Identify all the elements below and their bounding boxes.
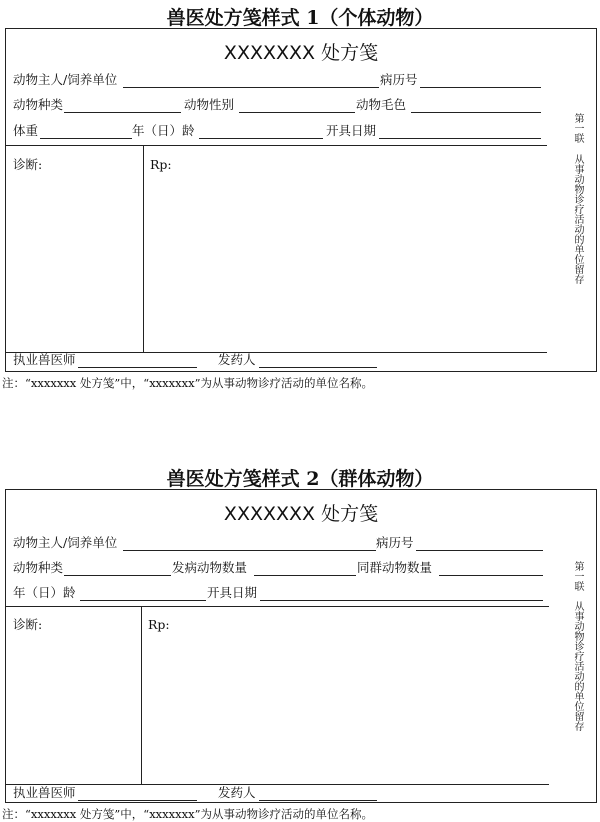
- form1-species-label: 动物种类: [13, 97, 64, 112]
- form1-owner-label: 动物主人/饲养单位: [13, 72, 118, 87]
- form2-age-label: 年（日）龄: [13, 585, 76, 600]
- form2-species-label: 动物种类: [13, 560, 64, 575]
- form1-dispenser-label: 发药人: [218, 352, 256, 367]
- form1-age-label: 年（日）龄: [132, 123, 195, 138]
- form2-herd-count-field[interactable]: [439, 575, 543, 576]
- form1-coat-field[interactable]: [411, 112, 541, 113]
- form2-species-field[interactable]: [64, 575, 171, 576]
- form1-weight-label: 体重: [13, 123, 39, 138]
- form1-record-field[interactable]: [420, 87, 541, 88]
- form1-title: XXXXXXX 处方笺: [223, 42, 379, 64]
- form2-vet-label: 执业兽医师: [13, 785, 76, 800]
- form1-date-field[interactable]: [379, 138, 541, 139]
- form1-vet-label: 执业兽医师: [13, 352, 76, 367]
- form1-copy-number: 第一联: [572, 113, 583, 143]
- form1-coat-label: 动物毛色: [356, 97, 407, 112]
- form2-copy-description: 从事动物诊疗活动的单位留存: [572, 601, 583, 731]
- form1-dispenser-field[interactable]: [259, 367, 377, 368]
- form1-frame: [5, 28, 597, 372]
- form1-diagnosis-area[interactable]: [8, 175, 140, 349]
- form2-owner-label: 动物主人/饲养单位: [13, 535, 118, 550]
- form2-sick-count-field[interactable]: [254, 575, 356, 576]
- form2-vet-field[interactable]: [78, 800, 197, 801]
- form1-heading: 兽医处方笺样式 1（个体动物）: [166, 7, 434, 29]
- form1-weight-field[interactable]: [40, 138, 132, 139]
- form2-sick-count-label: 发病动物数量: [172, 560, 248, 575]
- form2-age-field[interactable]: [80, 600, 206, 601]
- form2-frame: [5, 489, 597, 803]
- form1-body-top-rule: [6, 145, 547, 146]
- form2-diagnosis-label: 诊断:: [13, 617, 43, 632]
- form1-owner-field[interactable]: [123, 87, 379, 88]
- form2-body-bottom-rule: [6, 784, 549, 785]
- form2-dispenser-label: 发药人: [218, 785, 256, 800]
- form2-owner-field[interactable]: [123, 550, 376, 551]
- form1-species-field[interactable]: [64, 112, 181, 113]
- form1-rp-label: Rp:: [150, 157, 172, 172]
- form2-record-label: 病历号: [376, 535, 414, 550]
- form1-diagnosis-label: 诊断:: [13, 157, 43, 172]
- form1-copy-description: 从事动物诊疗活动的单位留存: [572, 154, 583, 284]
- form1-sex-label: 动物性别: [184, 97, 235, 112]
- form1-date-label: 开具日期: [326, 123, 377, 138]
- form2-date-field[interactable]: [260, 600, 543, 601]
- form2-date-label: 开具日期: [207, 585, 258, 600]
- form2-title: XXXXXXX 处方笺: [223, 503, 379, 525]
- form2-rp-area[interactable]: [144, 636, 546, 781]
- form1-record-label: 病历号: [380, 72, 418, 87]
- form1-age-field[interactable]: [199, 138, 323, 139]
- form1-divider: [143, 145, 144, 352]
- form2-body-top-rule: [6, 606, 549, 607]
- form2-heading: 兽医处方笺样式 2（群体动物）: [166, 468, 434, 490]
- form2-record-field[interactable]: [416, 550, 543, 551]
- form2-copy-number: 第一联: [572, 561, 583, 591]
- form2-herd-count-label: 同群动物数量: [357, 560, 433, 575]
- form1-body-bottom-rule: [6, 352, 547, 353]
- form2-dispenser-field[interactable]: [259, 800, 377, 801]
- form1-sex-field[interactable]: [239, 112, 355, 113]
- form1-rp-area[interactable]: [146, 175, 544, 349]
- form1-vet-field[interactable]: [78, 367, 197, 368]
- form2-note: 注：“xxxxxxx 处方笺”中，“xxxxxxx”为从事动物诊疗活动的单位名称。: [2, 807, 373, 821]
- form2-rp-label: Rp:: [148, 617, 170, 632]
- form1-note: 注：“xxxxxxx 处方笺”中，“xxxxxxx”为从事动物诊疗活动的单位名称。: [2, 376, 373, 390]
- form2-divider: [141, 606, 142, 784]
- form2-diagnosis-area[interactable]: [8, 636, 138, 781]
